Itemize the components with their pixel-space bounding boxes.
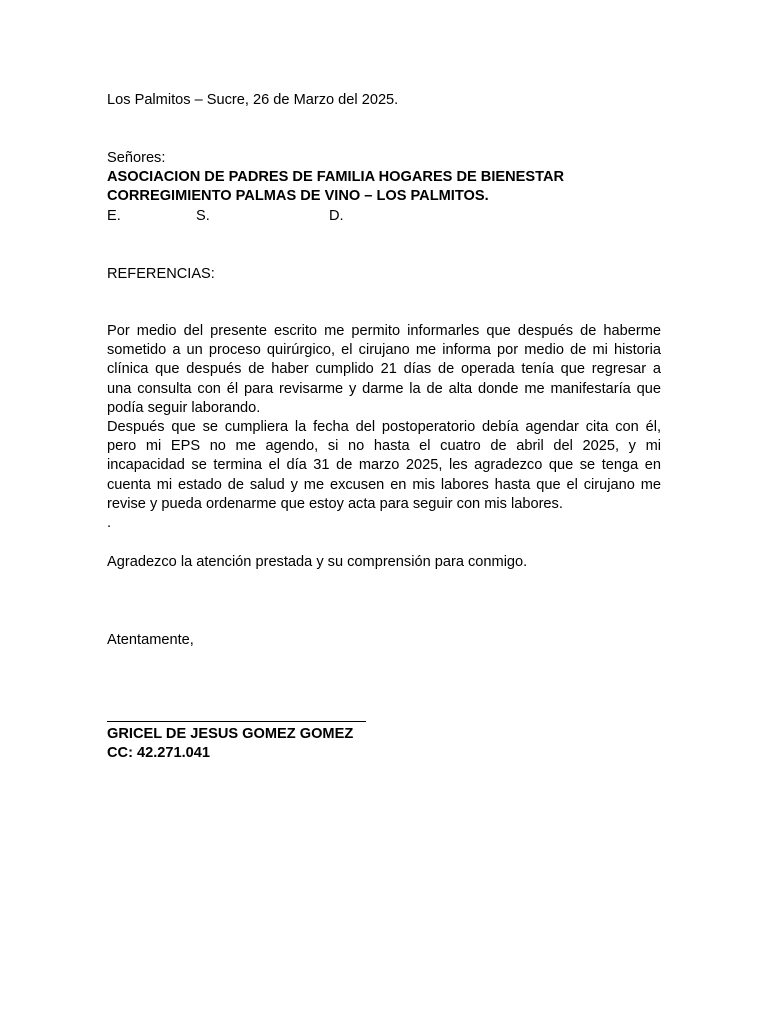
date-line: Los Palmitos – Sucre, 26 de Marzo del 2025. — [107, 92, 399, 108]
eds-e: E. — [107, 208, 121, 224]
body-line: revise y pueda ordenarme que estoy acta para seguir con mis labores. — [107, 495, 563, 512]
body-line: Después que se cumpliera la fecha del postoperatorio debía agendar cita con él, — [107, 419, 661, 435]
body-line: clínica que después de haber cumplido 21 días de operada tenía que regresar a — [107, 361, 661, 378]
body-line: pero mi EPS no me agendo, si no hasta el cuatro de abril del 2025, y mi — [107, 438, 661, 455]
signer-id: CC: 42.271.041 — [107, 745, 211, 761]
signature-line — [107, 721, 366, 722]
signer-name: GRICEL DE JESUS GOMEZ GOMEZ — [107, 726, 354, 742]
stray-dot: . — [107, 515, 112, 531]
body-line: incapacidad se termina el día 31 de marzo 2025, les agradezco que se tenga en — [107, 457, 661, 474]
recipient-line-2: CORREGIMIENTO PALMAS DE VINO – LOS PALMITOS. — [107, 188, 489, 204]
salutation: Señores: — [107, 150, 166, 166]
body-paragraph-1 — [107, 322, 661, 418]
body-line: Por medio del presente escrito me permito informarles que después de haberme — [107, 323, 661, 339]
body-line: una consulta con él para revisarme y darme la de alta donde me manifestaría que — [107, 380, 661, 397]
body-line: sometido a un proceso quirúrgico, el cirujano me informa por medio de mi historia — [107, 342, 661, 359]
body-line: podía seguir laborando. — [107, 399, 261, 416]
thanks-line: Agradezco la atención prestada y su comprensión para conmigo. — [107, 554, 528, 570]
eds-s: S. — [196, 208, 210, 224]
body-line: cuenta mi estado de salud y me excusen en mis labores hasta que el cirujano me — [107, 476, 661, 493]
recipient-line-1: ASOCIACION DE PADRES DE FAMILIA HOGARES DE BIENESTAR — [107, 169, 565, 185]
eds-d: D. — [329, 208, 344, 224]
reference-heading: REFERENCIAS: — [107, 266, 215, 282]
body-paragraph-2 — [107, 418, 661, 514]
closing: Atentamente, — [107, 632, 194, 648]
